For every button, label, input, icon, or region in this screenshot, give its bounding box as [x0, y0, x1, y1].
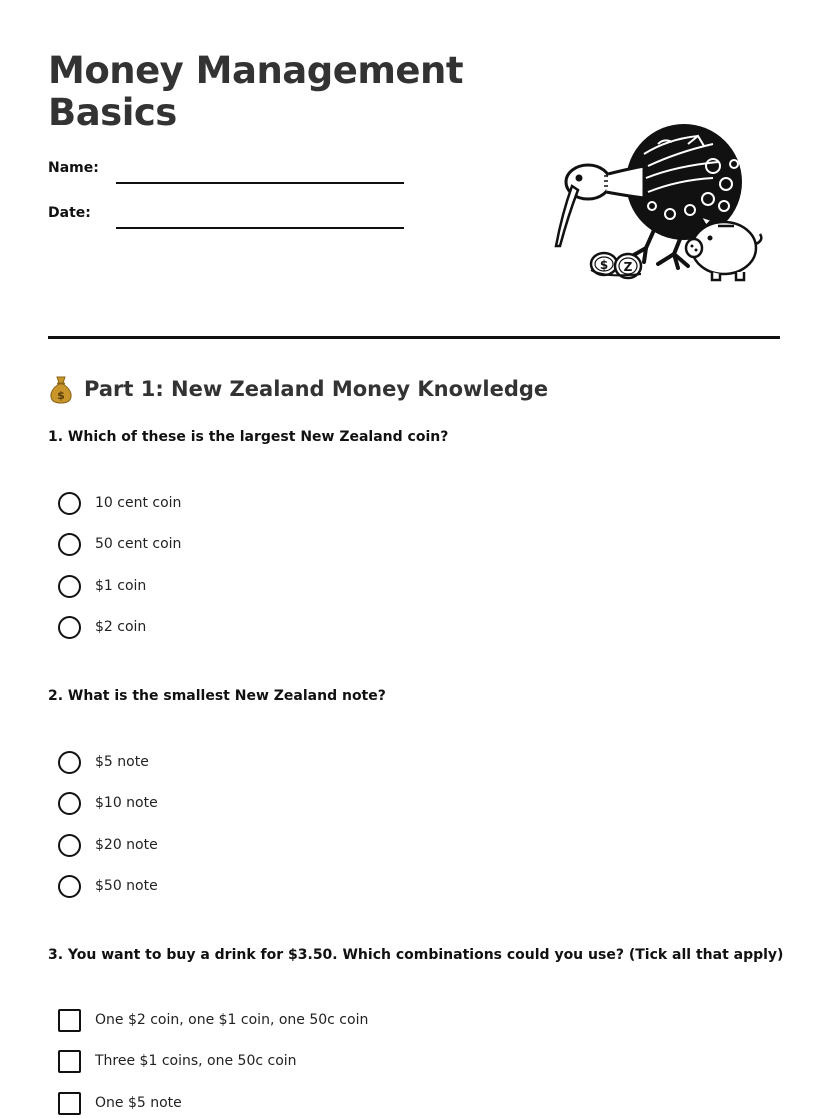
name-write-line[interactable] [116, 182, 404, 184]
option-label: 50 cent coin [95, 536, 182, 552]
q1-option-2[interactable] [58, 532, 181, 556]
option-label: One $2 coin, one $1 coin, one 50c coin [95, 1012, 369, 1028]
money-bag-icon [48, 374, 74, 404]
q3-option-1[interactable] [58, 1008, 368, 1032]
q1-option-3[interactable] [58, 574, 146, 598]
checkbox[interactable] [58, 1050, 81, 1073]
q2-option-2[interactable] [58, 791, 158, 815]
kiwi-eye [576, 175, 583, 182]
checkbox[interactable] [58, 1092, 81, 1115]
option-label: $2 coin [95, 619, 147, 635]
q2-option-4[interactable] [58, 874, 158, 898]
q2-option-1[interactable] [58, 750, 149, 774]
coin-symbol-dollar: $ [599, 258, 609, 272]
kiwi-piggy-bank-illustration [548, 114, 764, 286]
title-line-1: Money Management [48, 49, 464, 92]
kiwi-beak [556, 186, 578, 246]
q1-option-4[interactable] [58, 615, 146, 639]
radio-button[interactable] [58, 834, 81, 857]
radio-button[interactable] [58, 492, 81, 515]
radio-button[interactable] [58, 751, 81, 774]
coin-symbol-z: Z [623, 260, 633, 274]
question-1: 1. Which of these is the largest New Zealand coin? [48, 429, 449, 445]
question-2: 2. What is the smallest New Zealand note? [48, 688, 386, 704]
option-label: Three $1 coins, one 50c coin [95, 1053, 297, 1069]
radio-button[interactable] [58, 875, 81, 898]
section-divider [48, 336, 780, 339]
svg-text:$: $ [57, 389, 65, 402]
coins [591, 253, 641, 278]
date-label: Date: [48, 205, 91, 221]
q1-option-1[interactable] [58, 491, 181, 515]
option-label: $5 note [95, 754, 149, 770]
q3-option-2[interactable] [58, 1049, 297, 1073]
option-label: $1 coin [95, 578, 147, 594]
q3-option-3[interactable] [58, 1091, 182, 1115]
q2-option-3[interactable] [58, 833, 158, 857]
radio-button[interactable] [58, 792, 81, 815]
date-write-line[interactable] [116, 227, 404, 229]
date-field-row [48, 205, 408, 235]
radio-button[interactable] [58, 533, 81, 556]
question-3: 3. You want to buy a drink for $3.50. Which combinations could you use? (Tick all that apply) [48, 947, 784, 963]
name-field-row [48, 160, 408, 190]
option-label: One $5 note [95, 1095, 182, 1111]
option-label: $50 note [95, 878, 158, 894]
radio-button[interactable] [58, 616, 81, 639]
option-label: 10 cent coin [95, 495, 182, 511]
option-label: $20 note [95, 837, 158, 853]
kiwi-neck [606, 166, 644, 198]
title-line-2: Basics [48, 91, 177, 134]
section-1-heading [48, 372, 548, 406]
page-title [48, 50, 488, 134]
name-label: Name: [48, 160, 99, 176]
checkbox[interactable] [58, 1009, 81, 1032]
radio-button[interactable] [58, 575, 81, 598]
option-label: $10 note [95, 795, 158, 811]
section-1-title: Part 1: New Zealand Money Knowledge [84, 377, 549, 401]
